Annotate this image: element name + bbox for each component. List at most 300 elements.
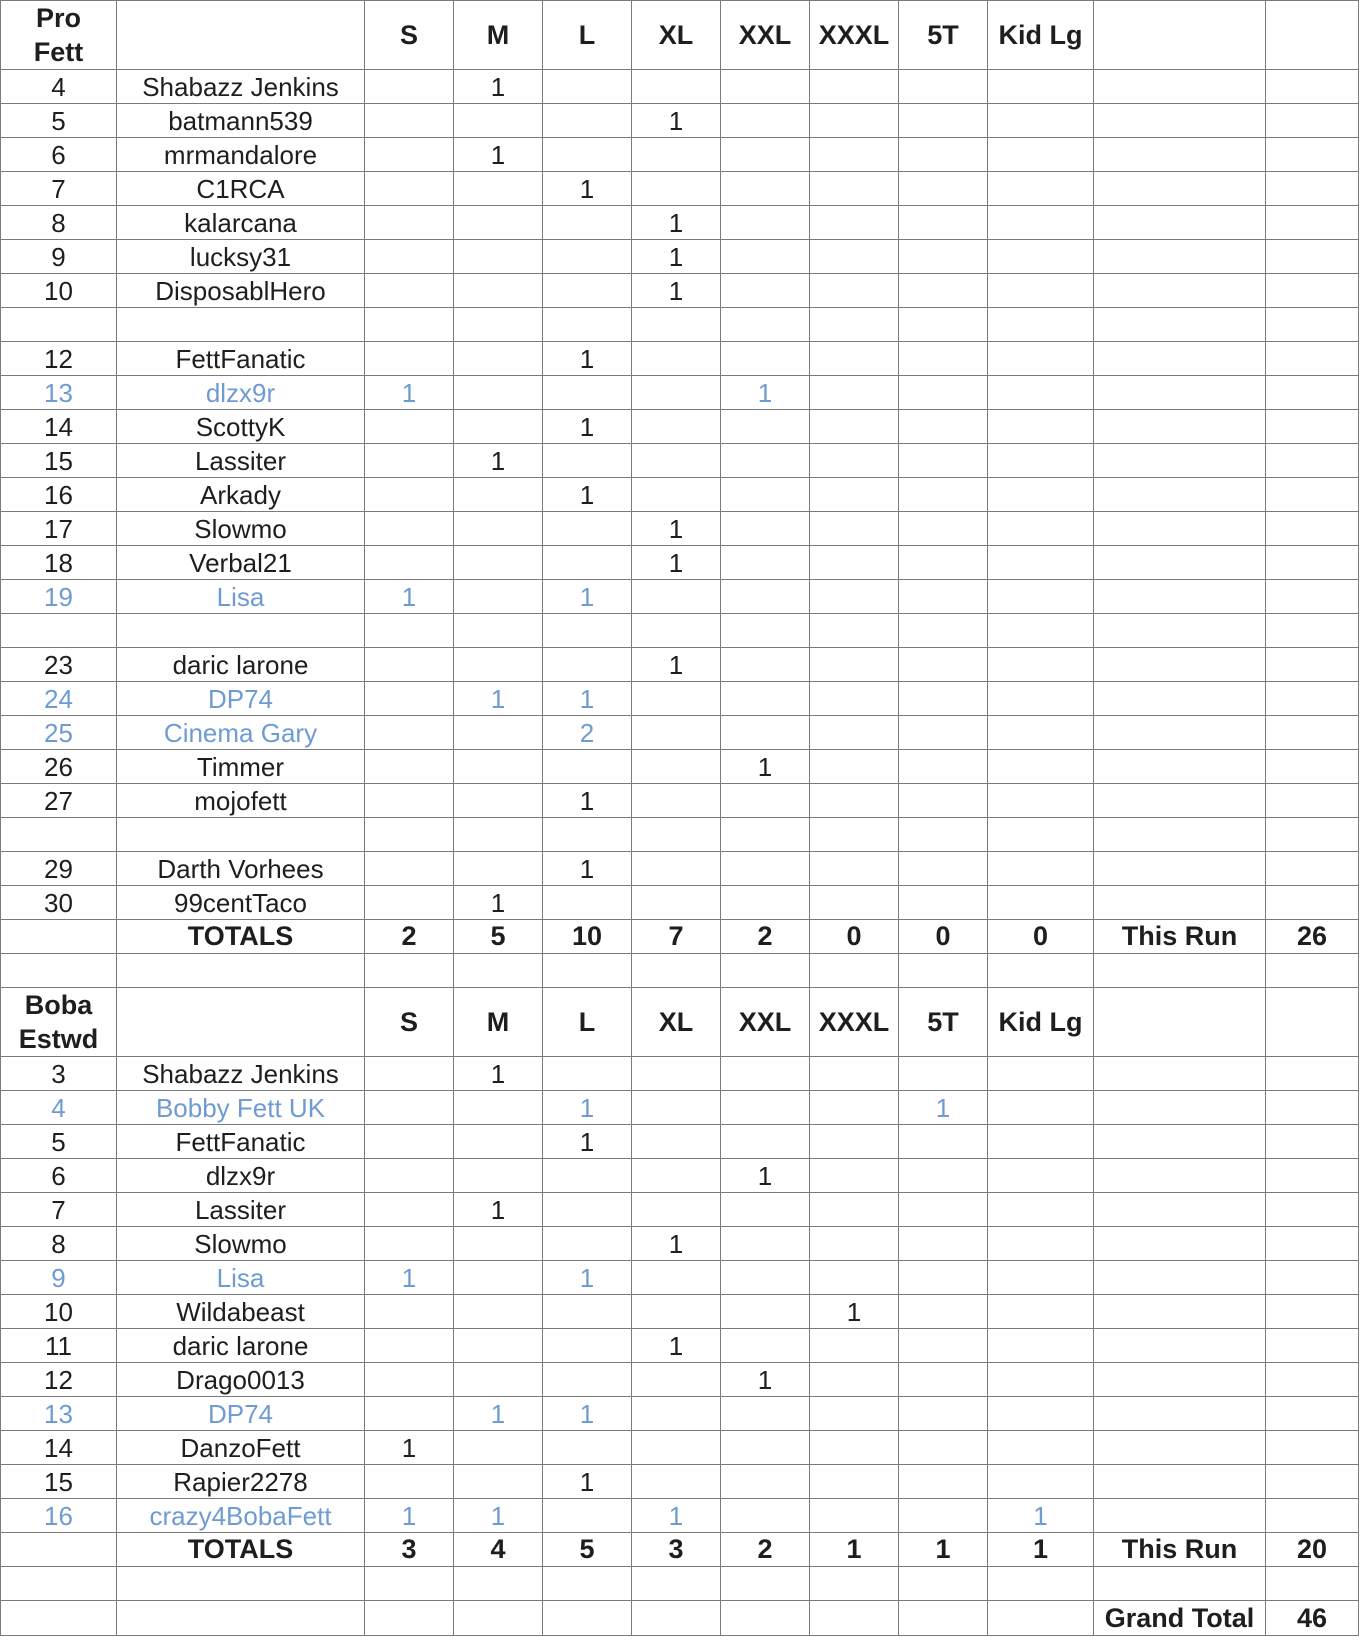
qty-l [543,546,632,580]
qty-kid-lg [988,1057,1094,1091]
qty-5t [899,1227,988,1261]
qty-s [365,410,454,444]
table-row [1,716,1359,750]
qty-xl: 1 [632,1227,721,1261]
qty-xxl [721,716,810,750]
size-header-xl: XL [632,988,721,1057]
size-header-xxxl: XXXL [810,988,899,1057]
member-name: Arkady [117,478,365,512]
empty-cell [810,1567,899,1601]
qty-l [543,1499,632,1533]
qty-kid-lg [988,1397,1094,1431]
empty-cell [1266,1125,1359,1159]
empty-cell [1094,308,1266,342]
total-5t: 0 [899,920,988,954]
member-name: Drago0013 [117,1363,365,1397]
empty-cell [1266,954,1359,988]
qty-s [365,682,454,716]
qty-xxxl [810,1465,899,1499]
table-row [1,206,1359,240]
qty-l: 1 [543,852,632,886]
size-header-kid-lg: Kid Lg [988,988,1094,1057]
empty-cell [1266,1261,1359,1295]
empty-cell [1094,206,1266,240]
qty-l [543,750,632,784]
row-number: 10 [1,274,117,308]
empty-cell [454,1567,543,1601]
qty-xl [632,1159,721,1193]
member-name: Lisa [117,580,365,614]
empty-cell [1094,512,1266,546]
qty-5t: 1 [899,1091,988,1125]
section-title-line1: Pro [35,3,81,33]
empty-cell [1266,1091,1359,1125]
qty-kid-lg [988,1193,1094,1227]
sheet-body [1,1,1359,1636]
qty-xxl [721,308,810,342]
row-number: 13 [1,376,117,410]
qty-m [454,1125,543,1159]
qty-s [365,478,454,512]
totals-row [1,1533,1359,1567]
totals-label: TOTALS [117,920,365,954]
empty-cell [1094,1431,1266,1465]
total-xxl: 2 [721,1533,810,1567]
qty-l: 2 [543,716,632,750]
qty-s [365,716,454,750]
qty-m [454,1091,543,1125]
qty-kid-lg [988,886,1094,920]
empty-cell [1,954,117,988]
qty-l: 1 [543,1397,632,1431]
qty-5t [899,1329,988,1363]
empty-cell [454,954,543,988]
qty-kid-lg [988,308,1094,342]
row-number: 12 [1,342,117,376]
member-name: Shabazz Jenkins [117,1057,365,1091]
qty-kid-lg [988,716,1094,750]
table-row [1,1125,1359,1159]
qty-m [454,1329,543,1363]
member-name: DP74 [117,1397,365,1431]
qty-kid-lg [988,410,1094,444]
qty-l [543,512,632,546]
qty-xxl [721,852,810,886]
member-name: mrmandalore [117,138,365,172]
empty-cell [1266,478,1359,512]
row-number: 18 [1,546,117,580]
qty-xxxl [810,750,899,784]
total-m: 4 [454,1533,543,1567]
member-name: Verbal21 [117,546,365,580]
table-row [1,308,1359,342]
empty-cell [1094,138,1266,172]
qty-xxl [721,1295,810,1329]
member-name: Darth Vorhees [117,852,365,886]
row-number: 26 [1,750,117,784]
table-row [1,1295,1359,1329]
table-row [1,1363,1359,1397]
row-number: 14 [1,1431,117,1465]
spacer-row [1,1567,1359,1601]
qty-kid-lg [988,1227,1094,1261]
qty-5t [899,1057,988,1091]
total-5t: 1 [899,1533,988,1567]
qty-5t [899,1295,988,1329]
empty-cell [543,1601,632,1636]
empty-cell [721,954,810,988]
empty-cell [1266,1499,1359,1533]
empty-cell [1266,444,1359,478]
qty-m [454,614,543,648]
empty-cell [1266,1329,1359,1363]
qty-m [454,1159,543,1193]
qty-s [365,1057,454,1091]
size-header-m: M [454,988,543,1057]
qty-s [365,274,454,308]
qty-kid-lg [988,580,1094,614]
qty-xxxl [810,682,899,716]
table-row [1,410,1359,444]
qty-l: 1 [543,410,632,444]
qty-s [365,1091,454,1125]
qty-xxl [721,410,810,444]
qty-l [543,1329,632,1363]
size-header-kid-lg: Kid Lg [988,1,1094,70]
total-xl: 3 [632,1533,721,1567]
qty-xl [632,342,721,376]
table-row [1,1329,1359,1363]
table-row [1,172,1359,206]
empty-cell [1266,410,1359,444]
empty-cell [1094,1227,1266,1261]
row-number [1,818,117,852]
qty-l [543,648,632,682]
empty-cell [1266,682,1359,716]
qty-xxxl [810,444,899,478]
qty-xxl [721,1091,810,1125]
table-row [1,478,1359,512]
empty-cell [721,1601,810,1636]
member-name: daric larone [117,648,365,682]
qty-xl [632,1057,721,1091]
qty-xl: 1 [632,512,721,546]
qty-l [543,70,632,104]
qty-xxxl [810,342,899,376]
empty-cell [1266,1431,1359,1465]
qty-5t [899,614,988,648]
qty-l [543,1363,632,1397]
qty-xl: 1 [632,240,721,274]
qty-s [365,206,454,240]
qty-kid-lg [988,478,1094,512]
grand-total-label: Grand Total [1094,1601,1266,1636]
row-number: 7 [1,1193,117,1227]
row-number: 30 [1,886,117,920]
member-name: FettFanatic [117,342,365,376]
table-row [1,342,1359,376]
table-row [1,104,1359,138]
size-header-s: S [365,1,454,70]
member-name: dlzx9r [117,1159,365,1193]
empty-cell [117,954,365,988]
qty-xxxl [810,648,899,682]
empty-cell [454,1601,543,1636]
empty-cell [632,1567,721,1601]
empty-cell [1266,852,1359,886]
section-title-line1: Boba [24,990,93,1020]
qty-5t [899,750,988,784]
empty-cell [899,1567,988,1601]
qty-xl [632,784,721,818]
qty-l [543,1431,632,1465]
qty-xl [632,308,721,342]
row-number: 10 [1,1295,117,1329]
qty-xl [632,138,721,172]
total-s: 2 [365,920,454,954]
row-number: 16 [1,478,117,512]
qty-kid-lg [988,240,1094,274]
qty-m [454,1295,543,1329]
qty-s: 1 [365,580,454,614]
qty-xl: 1 [632,1499,721,1533]
row-number: 24 [1,682,117,716]
qty-xl [632,1193,721,1227]
empty-cell [1266,70,1359,104]
qty-l [543,886,632,920]
qty-m: 1 [454,1193,543,1227]
table-row [1,444,1359,478]
qty-l: 1 [543,478,632,512]
qty-l: 1 [543,1091,632,1125]
qty-s [365,1397,454,1431]
qty-l: 1 [543,1125,632,1159]
section-title [1,1,117,70]
qty-s [365,172,454,206]
empty-cell [810,1601,899,1636]
extra-header-cell [1094,988,1266,1057]
qty-xl [632,1261,721,1295]
member-name: C1RCA [117,172,365,206]
member-name: Lassiter [117,1193,365,1227]
qty-s [365,648,454,682]
table-row [1,274,1359,308]
member-name: mojofett [117,784,365,818]
qty-5t [899,172,988,206]
qty-s [365,1159,454,1193]
empty-cell [1094,1261,1266,1295]
empty-cell [899,1601,988,1636]
qty-l [543,1159,632,1193]
table-row [1,1261,1359,1295]
qty-m [454,172,543,206]
qty-xxl [721,274,810,308]
member-name [117,614,365,648]
qty-m [454,376,543,410]
table-row [1,614,1359,648]
qty-s [365,342,454,376]
qty-xxxl [810,376,899,410]
qty-xl [632,376,721,410]
qty-xxxl [810,104,899,138]
qty-5t [899,512,988,546]
empty-cell [1266,138,1359,172]
table-row [1,1397,1359,1431]
member-name: Shabazz Jenkins [117,70,365,104]
name-header-cell [117,1,365,70]
empty-cell [1094,444,1266,478]
qty-xxxl [810,1499,899,1533]
qty-xl: 1 [632,104,721,138]
empty-cell [1094,886,1266,920]
empty-cell [543,954,632,988]
qty-kid-lg: 1 [988,1499,1094,1533]
qty-5t [899,546,988,580]
member-name: DisposablHero [117,274,365,308]
row-number: 7 [1,172,117,206]
table-row [1,1227,1359,1261]
size-header-5t: 5T [899,1,988,70]
member-name: batmann539 [117,104,365,138]
empty-cell [632,1601,721,1636]
qty-kid-lg [988,342,1094,376]
qty-xxxl [810,1363,899,1397]
empty-cell [1094,1567,1266,1601]
qty-xxl: 1 [721,1363,810,1397]
empty-cell [1266,1193,1359,1227]
empty-cell [1094,1125,1266,1159]
qty-l [543,240,632,274]
qty-xxxl [810,308,899,342]
qty-5t [899,478,988,512]
qty-xxl [721,512,810,546]
row-number: 27 [1,784,117,818]
qty-s: 1 [365,1261,454,1295]
size-header-l: L [543,1,632,70]
qty-m: 1 [454,444,543,478]
qty-xl [632,614,721,648]
qty-m [454,1465,543,1499]
qty-xxxl [810,1329,899,1363]
qty-xxxl [810,138,899,172]
qty-5t [899,1499,988,1533]
empty-cell [1094,580,1266,614]
qty-l [543,376,632,410]
empty-cell [1,920,117,954]
qty-s [365,512,454,546]
table-row [1,682,1359,716]
qty-xxxl [810,1159,899,1193]
qty-kid-lg [988,444,1094,478]
section-header-row [1,1,1359,70]
table-row [1,818,1359,852]
this-run-label: This Run [1094,920,1266,954]
qty-kid-lg [988,1431,1094,1465]
member-name: dlzx9r [117,376,365,410]
empty-cell [1094,1193,1266,1227]
member-name [117,308,365,342]
qty-m [454,750,543,784]
qty-xxl [721,648,810,682]
qty-xxl [721,1499,810,1533]
qty-xxl [721,682,810,716]
empty-cell [1266,1397,1359,1431]
empty-cell [1266,512,1359,546]
empty-cell [1266,818,1359,852]
grand-total-row [1,1601,1359,1636]
total-xxxl: 0 [810,920,899,954]
qty-m [454,104,543,138]
this-run-total: 20 [1266,1533,1359,1567]
row-number: 15 [1,1465,117,1499]
table-row [1,750,1359,784]
member-name: 99centTaco [117,886,365,920]
qty-xl [632,682,721,716]
empty-cell [1094,682,1266,716]
qty-xxxl [810,206,899,240]
qty-l [543,614,632,648]
table-row [1,1091,1359,1125]
qty-xxl [721,546,810,580]
qty-5t [899,410,988,444]
qty-s [365,886,454,920]
qty-xl [632,580,721,614]
empty-cell [632,954,721,988]
empty-cell [988,1567,1094,1601]
empty-cell [1266,1295,1359,1329]
qty-kid-lg [988,648,1094,682]
qty-xxl [721,818,810,852]
qty-xxl [721,138,810,172]
empty-cell [1266,886,1359,920]
qty-xl [632,478,721,512]
empty-cell [1094,750,1266,784]
qty-xxxl [810,478,899,512]
empty-cell [1266,784,1359,818]
qty-m [454,784,543,818]
empty-cell [365,1601,454,1636]
size-header-xl: XL [632,1,721,70]
total-l: 10 [543,920,632,954]
this-run-total: 26 [1266,920,1359,954]
member-name: Lisa [117,1261,365,1295]
section-header-row [1,988,1359,1057]
qty-kid-lg [988,274,1094,308]
qty-l [543,138,632,172]
qty-kid-lg [988,206,1094,240]
totals-row [1,920,1359,954]
qty-m [454,206,543,240]
qty-kid-lg [988,750,1094,784]
total-s: 3 [365,1533,454,1567]
qty-xxl: 1 [721,1159,810,1193]
qty-xxl [721,342,810,376]
empty-cell [1266,1057,1359,1091]
size-header-m: M [454,1,543,70]
qty-l: 1 [543,784,632,818]
row-number: 19 [1,580,117,614]
qty-xxl [721,478,810,512]
qty-xl: 1 [632,546,721,580]
empty-cell [1094,1091,1266,1125]
row-number: 15 [1,444,117,478]
qty-m [454,818,543,852]
qty-l [543,1057,632,1091]
row-number: 6 [1,1159,117,1193]
row-number: 17 [1,512,117,546]
total-l: 5 [543,1533,632,1567]
member-name: Slowmo [117,1227,365,1261]
